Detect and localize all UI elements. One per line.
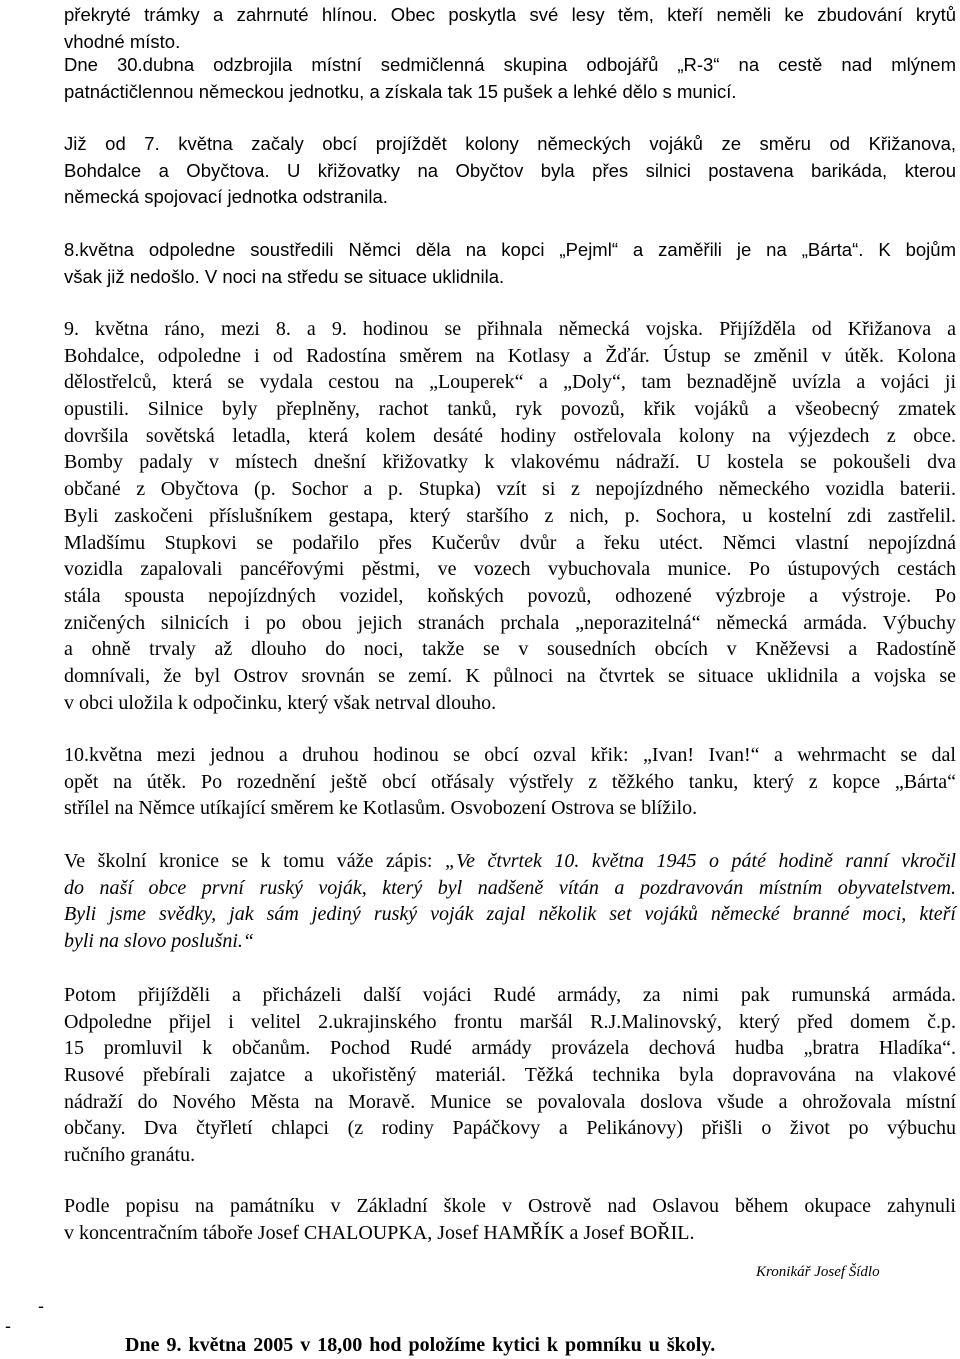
text-line: Bomby padaly v místech dnešní křižovatky k vlakovému nádraží. U kostela se pokoušeli dva [64, 451, 956, 474]
text-line: Odpoledne přijel i velitel 2.ukrajinského frontu maršál R.J.Malinovský, který před domem č.p. [64, 1010, 956, 1033]
text-line: Již od 7. května začaly obcí projíždět kolony německých vojáků ze směru od Křižanova, [64, 133, 956, 154]
text-line: dělostřelců, která se vydala cestou na „Louperek“ a „Doly“, tam beznadějně uvízla a vojáci ji [64, 371, 956, 394]
text-line: občany. Dva čtyřletí chlapci (z rodiny Papáčkovy a Pelikánovy) přišli o život po výbuchu [64, 1117, 956, 1140]
paragraph [64, 2, 956, 55]
dash-mark-2: - [5, 1316, 11, 1336]
paragraph [64, 316, 956, 716]
text-line: do naší obce první ruský voják, který byl nadšeně vítán a pozdravován místním obyvatelstvem. [64, 876, 956, 899]
footer-announcement: Dne 9. května 2005 v 18,00 hod položíme kytici k pomníku u školy. [125, 1334, 716, 1356]
text-line: ručního granátu. [64, 1144, 196, 1167]
text-line: překryté trámky a zahrnuté hlínou. Obec poskytla své lesy těm, kteří neměli ke zbudování krytů [64, 4, 956, 25]
text-line: stála spousta nepojízdných vozidel, koňských povozů, odhozené výzbroje a výstroje. Po [64, 584, 956, 607]
text-line: 10.května mezi jednou a druhou hodinou se obcí ozval křik: „Ivan! Ivan!“ a wehrmacht se dal [64, 744, 956, 766]
text-line: 8.května odpoledne soustředili Němci děla na kopci „Pejml“ a zaměřili je na „Bárta“. K bojům [64, 239, 956, 260]
paragraph [64, 52, 956, 105]
text-line: 9. května ráno, mezi 8. a 9. hodinou se přihnala německá vojska. Přijížděla od Křižanova a [64, 318, 956, 340]
text-line: a ohně trvaly až dlouho do noci, takže se v sousedních obcích v Kněževsi a Radostíně [64, 638, 956, 661]
text-line: německá spojovací jednotka odstranila. [64, 186, 388, 208]
text-line: Mladšímu Stupkovi se podařilo přes Kučerův dvůr a řeku utéct. Němci vlastní nepojízdná [64, 531, 956, 554]
paragraph [64, 848, 956, 955]
paragraph [64, 131, 956, 211]
text-line: v obci uložila k odpočinku, který však netrval dlouho. [64, 691, 497, 714]
paragraph [64, 982, 956, 1169]
text-line: občané z Obyčtova (p. Sochor a p. Stupka) vzít si z nepojízdného německého vozidla baterii. [64, 478, 956, 501]
text-line: dovršila sovětská letadla, která kolem desáté hodiny ostřelovala kolony na výjezdech z obce. [64, 424, 956, 447]
text-line: opustili. Silnice byly přeplněny, rachot tanků, ryk povozů, křik vojáků a všeobecný zmatek [64, 398, 956, 421]
text-line: domnívali, že byl Ostrov srovnán se zemí. K půlnoci na čtvrtek se situace uklidnila a vojska se [64, 664, 956, 687]
text-line: Bohdalce, odpoledne i od Radostína směrem na Kotlasy a Žďár. Ústup se změnil v útěk. Kolona [64, 344, 956, 367]
text-line: Podle popisu na památníku v Základní škole v Ostrově nad Oslavou během okupace zahynuli [64, 1195, 956, 1217]
text-line: 15 promluvil k občanům. Pochod Rudé armády provázela dechová hudba „bratra Hladíka“. [64, 1037, 956, 1060]
text-line: střílel na Němce utíkající směrem ke Kotlasům. Osvobození Ostrova se blížilo. [64, 797, 698, 820]
paragraph [64, 1193, 956, 1246]
text-line: v koncentračním táboře Josef CHALOUPKA, Josef HAMŘÍK a Josef BOŘIL. [64, 1221, 695, 1244]
text-line: Bohdalce a Obyčtova. U křižovatky na Obyčtov byla přes silnici postavena barikáda, kterou [64, 159, 956, 181]
text-line: zničených silnicích i po obou jejich stranách prchala „neporazitelná“ německá armáda. Výbuchy [64, 611, 956, 634]
paragraph [64, 742, 956, 822]
text-line: Byli zaskočeni příslušníkem gestapa, který staršího z nich, p. Sochora, u kostelní zdi zastřelil. [64, 504, 956, 527]
text-line: vhodné místo. [64, 30, 181, 52]
dash-mark-1: - [38, 1296, 44, 1316]
text-line: však již nedošlo. V noci na středu se situace uklidnila. [64, 265, 505, 287]
paragraph [64, 237, 956, 290]
text-line: byli na slovo poslušni.“ [64, 930, 255, 953]
text-line: Dne 30.dubna odzbrojila místní sedmičlenná skupina odbojářů „R-3“ na cestě nad mlýnem [64, 54, 956, 75]
text-line: Rusové přebírali zajatce a ukořistěný materiál. Těžká technika byla dopravována na vlakové [64, 1064, 956, 1087]
text-line: Ve školní kronice se k tomu váže zápis: „Ve čtvrtek 10. května 1945 o páté hodině ranní vkročil [64, 850, 956, 872]
chronicler-signature: Kronikář Josef Šídlo [756, 1264, 880, 1280]
text-line: vozidla zapalovali pancéřovými pěstmi, ve vozech vybuchovala munice. Po ústupových cestách [64, 558, 956, 581]
text-line: Potom přijížděli a přicházeli další vojáci Rudé armády, za nimi pak rumunská armáda. [64, 984, 956, 1006]
text-line: opět na útěk. Po rozednění ještě obcí otřásaly výstřely z těžkého tanku, který z kopce „Bárta“ [64, 770, 956, 793]
text-line: patnáctičlennou německou jednotku, a získala tak 15 pušek a lehké dělo s municí. [64, 80, 737, 102]
text-line: Byli jsme svědky, jak sám jediný ruský voják zajal několik set vojáků německé branné moci, kteří [64, 903, 956, 926]
text-line: nádraží do Nového Města na Moravě. Munice se povalovala doslova všude a ohrožovala místní [64, 1090, 956, 1113]
